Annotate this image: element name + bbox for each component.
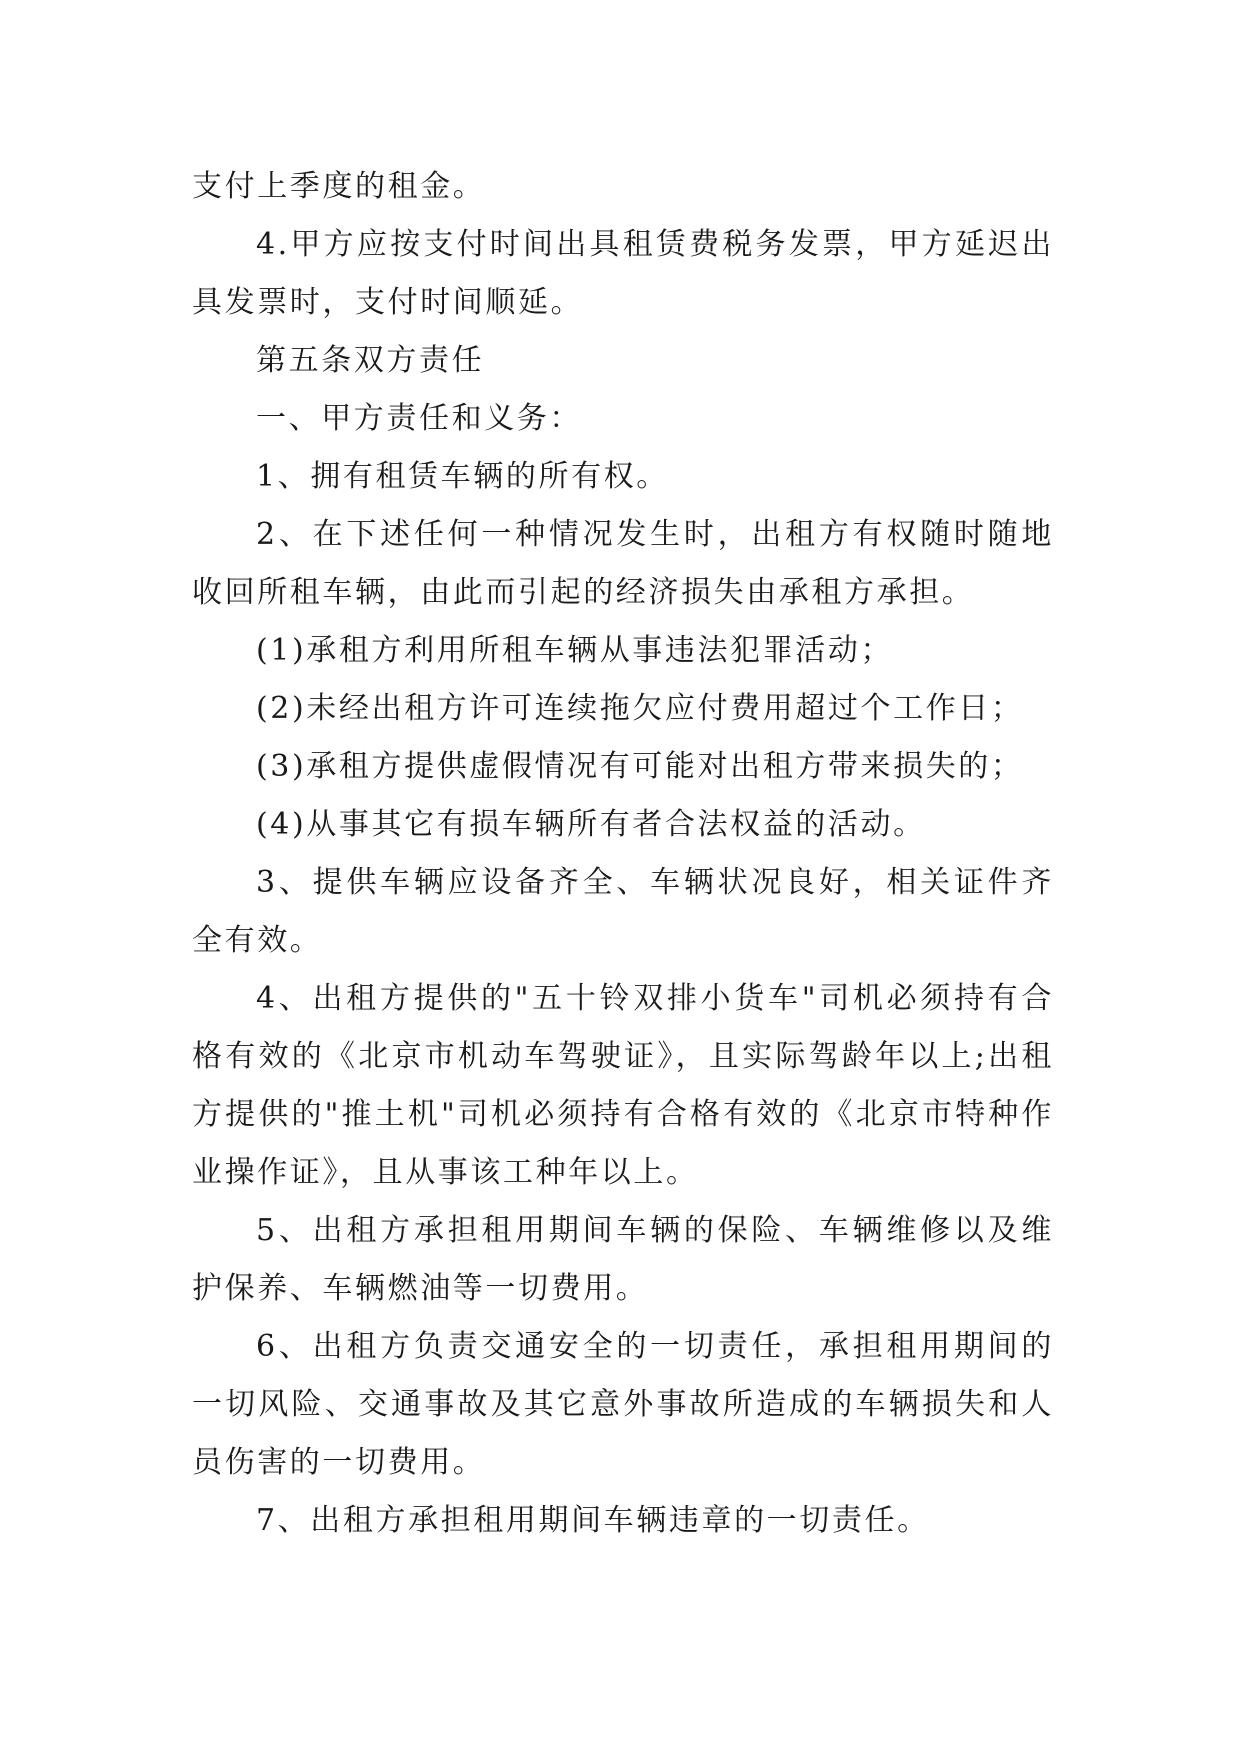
list-item-5: 5、出租方承担租用期间车辆的保险、车辆维修以及维护保养、车辆燃油等一切费用。 — [192, 1213, 1054, 1306]
sub-item-1: (1)承租方利用所租车辆从事违法犯罪活动； — [256, 633, 894, 668]
paragraph-invoice-clause: 4.甲方应按支付时间出具租赁费税务发票，甲方延迟出具发票时，支付时间顺延。 — [192, 227, 1054, 320]
subheading-party-a-duties: 一、甲方责任和义务： — [256, 401, 582, 436]
paragraph-rent-payment-end: 支付上季度的租金。 — [192, 169, 486, 204]
list-item-6: 6、出租方负责交通安全的一切责任，承担租用期间的一切风险、交通事故及其它意外事故所造成的车辆损失和人员伤害的一切费用。 — [192, 1329, 1054, 1480]
sub-item-3: (3)承租方提供虚假情况有可能对出租方带来损失的； — [256, 749, 1024, 784]
document-body — [192, 158, 1054, 1550]
list-item-4: 4、出租方提供的"五十铃双排小货车"司机必须持有合格有效的《北京市机动车驾驶证》，且实际驾龄年以上;出租方提供的"推土机"司机必须持有合格有效的《北京市特种作业操作证》，且从事该工种年以上。 — [192, 981, 1054, 1190]
sub-item-4: (4)从事其它有损车辆所有者合法权益的活动。 — [256, 807, 926, 842]
list-item-1: 1、拥有租赁车辆的所有权。 — [256, 459, 669, 494]
list-item-7: 7、出租方承担租用期间车辆违章的一切责任。 — [256, 1503, 930, 1538]
list-item-3: 3、提供车辆应设备齐全、车辆状况良好，相关证件齐全有效。 — [192, 865, 1054, 958]
sub-item-2: (2)未经出租方许可连续拖欠应付费用超过个工作日； — [256, 691, 1024, 726]
section-heading-article-five: 第五条双方责任 — [256, 343, 485, 378]
list-item-2: 2、在下述任何一种情况发生时，出租方有权随时随地收回所租车辆，由此而引起的经济损失由承租方承担。 — [192, 517, 1054, 610]
